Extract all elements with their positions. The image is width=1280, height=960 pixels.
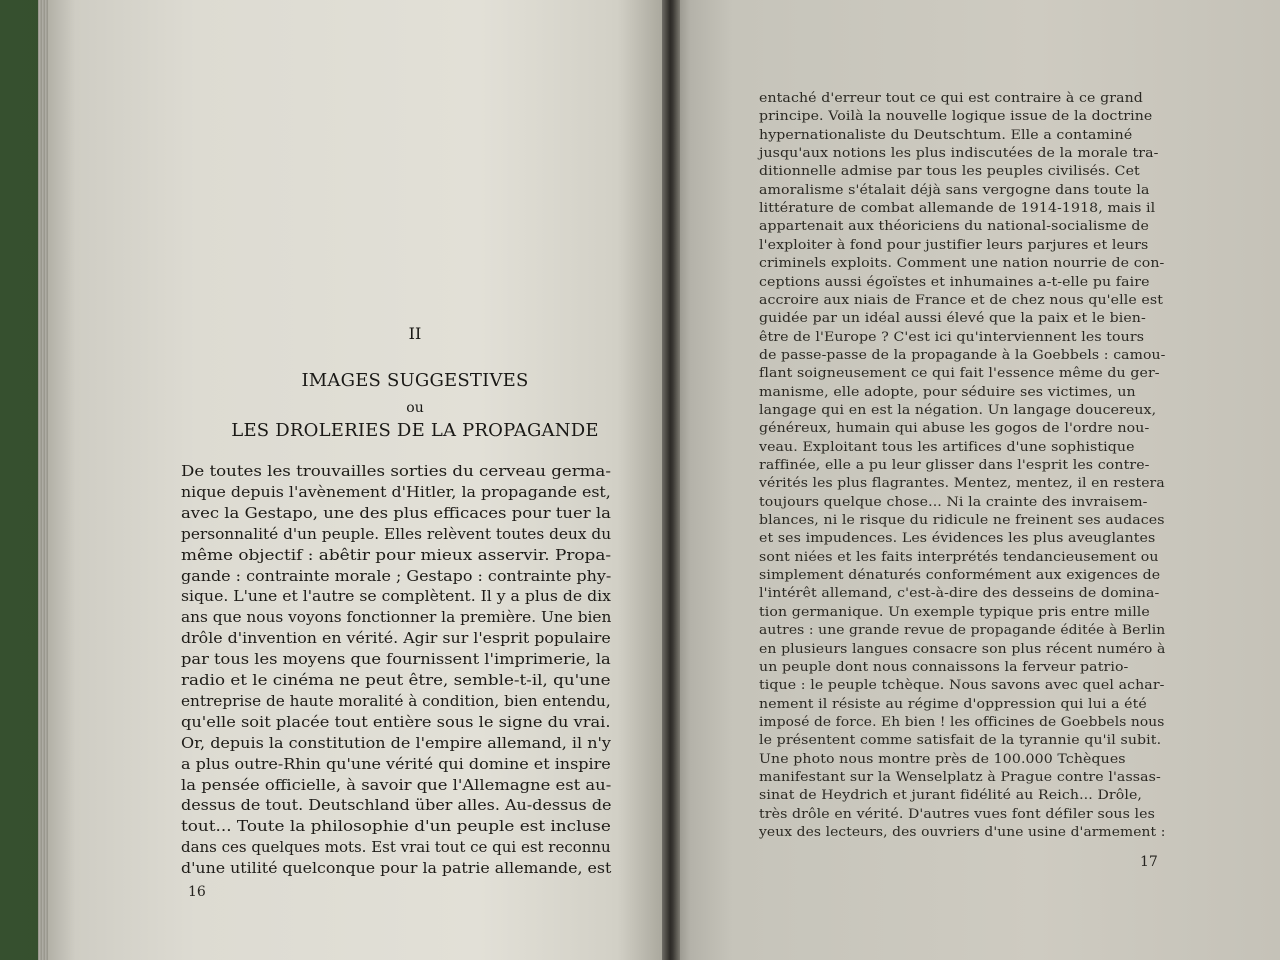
text-line: De toutes les trouvailles sorties du cerveau germa- — [181, 462, 611, 480]
text-line: tion germanique. Un exemple typique pris entre mille — [759, 603, 1150, 619]
text-line: criminels exploits. Comment une nation nourrie de con- — [759, 255, 1165, 271]
text-line: l'intérêt allemand, c'est-à-dire des desseins de domina- — [759, 585, 1160, 601]
text-line: veau. Exploitant tous les artifices d'une sophistique — [759, 438, 1135, 454]
text-line: drôle d'invention en vérité. Agir sur l'esprit populaire — [181, 629, 611, 648]
text-line: qu'elle soit placée tout entière sous le signe du vrai. — [181, 712, 611, 731]
text-line: généreux, humain qui abuse les gogos de l'ordre nou- — [759, 420, 1150, 436]
chapter-title-conjunction: ou — [406, 400, 424, 416]
text-line: tout... Toute la philosophie d'un peuple est incluse — [181, 817, 611, 836]
text-line: même objectif : abêtir pour mieux asservir. Propa- — [181, 545, 612, 564]
text-line: hypernationaliste du Deutschtum. Elle a contaminé — [759, 126, 1133, 142]
text-line: ceptions aussi égoïstes et inhumaines a-t-elle pu faire — [759, 273, 1150, 289]
text-line: la pensée officielle, à savoir que l'Allemagne est au- — [181, 775, 612, 794]
text-line: jusqu'aux notions les plus indiscutées de la morale tra- — [759, 145, 1159, 161]
text-line: vérités les plus flagrantes. Mentez, mentez, il en restera — [759, 475, 1165, 491]
text-line: manifestant sur la Wenselplatz à Prague contre l'assas- — [759, 768, 1161, 784]
text-line: tique : le peuple tchèque. Nous savons avec quel achar- — [759, 677, 1165, 693]
text-line: toujours quelque chose... Ni la crainte des invraisem- — [759, 493, 1148, 509]
text-line: yeux des lecteurs, des ouvriers d'une usine d'armement : — [759, 824, 1166, 839]
text-line: sinat de Heydrich et jurant fidélité au Reich... Drôle, — [759, 787, 1143, 803]
text-line: gande : contrainte morale ; Gestapo : contrainte phy- — [181, 566, 612, 585]
book-gutter — [662, 0, 680, 960]
text-line: ans que nous voyons fonctionner la première. Une bien — [181, 608, 612, 627]
text-line: guidée par un idéal aussi élevé que la paix et le bien- — [759, 310, 1146, 326]
text-line: dans ces quelques mots. Est vrai tout ce qui est reconnu — [181, 838, 611, 857]
text-line: par tous les moyens que fournissent l'imprimerie, la — [181, 650, 611, 669]
text-line: ditionnelle admise par tous les peuples civilisés. Cet — [759, 163, 1140, 179]
text-line: un peuple dont nous connaissons la ferveur patrio- — [759, 658, 1129, 674]
text-line: amoralisme s'étalait déjà sans vergogne dans toute la — [759, 181, 1150, 197]
text-line: et ses impudences. Les évidences les plus aveuglantes — [759, 530, 1156, 546]
text-line: radio et le cinéma ne peut être, semble-t-il, qu'une — [181, 671, 611, 689]
page-number-left: 16 — [188, 884, 206, 900]
text-line: être de l'Europe ? C'est ici qu'interviennent les tours — [759, 328, 1145, 344]
text-line: nique depuis l'avènement d'Hitler, la propagande est, — [181, 482, 611, 501]
text-line: autres : une grande revue de propagande éditée à Berlin — [759, 622, 1166, 638]
chapter-title-line-1: IMAGES SUGGESTIVES — [301, 370, 529, 391]
page-number-right: 17 — [1140, 854, 1158, 870]
text-line: Or, depuis la constitution de l'empire allemand, il n'y — [181, 733, 611, 752]
text-line: sique. L'une et l'autre se complètent. Il y a plus de dix — [181, 587, 611, 606]
text-line: d'une utilité quelconque pour la patrie allemande, est — [181, 859, 612, 878]
text-line: en plusieurs langues consacre son plus récent numéro à — [759, 640, 1166, 656]
text-line: a plus outre-Rhin qu'une vérité qui domine et inspire — [181, 754, 611, 773]
text-line: imposé de force. Eh bien ! les officines de Goebbels nous — [759, 713, 1165, 729]
text-line: accroire aux niais de France et de chez nous qu'elle est — [759, 291, 1164, 307]
text-line: de passe-passe de la propagande à la Goebbels : camou- — [759, 346, 1166, 362]
text-line: avec la Gestapo, une des plus efficaces pour tuer la — [181, 503, 611, 522]
text-line: blances, ni le risque du ridicule ne freinent ses audaces — [759, 512, 1165, 528]
text-line: langage qui en est la négation. Un langage doucereux, — [759, 401, 1157, 417]
text-line: Une photo nous montre près de 100.000 Tchèques — [759, 750, 1126, 766]
text-line: littérature de combat allemande de 1914-1918, mais il — [759, 200, 1156, 216]
left-page — [38, 0, 668, 960]
text-line: l'exploiter à fond pour justifier leurs parjures et leurs — [759, 236, 1149, 252]
text-line: entreprise de haute moralité à condition, bien entendu, — [181, 691, 611, 710]
text-line: simplement dénaturés conformément aux exigences de — [759, 567, 1161, 583]
text-line: dessus de tout. Deutschland über alles. Au-dessus de — [181, 796, 612, 815]
text-line: très drôle en vérité. D'autres vues font défiler sous les — [759, 805, 1156, 821]
text-line: raffinée, elle a pu leur glisser dans l'esprit les contre- — [759, 457, 1150, 472]
text-line: personnalité d'un peuple. Elles relèvent toutes deux du — [181, 524, 612, 543]
text-line: manisme, elle adopte, pour séduire ses victimes, un — [759, 383, 1136, 399]
chapter-title-line-2: LES DROLERIES DE LA PROPAGANDE — [231, 420, 599, 441]
text-line: nement il résiste au régime d'oppression qui lui a été — [759, 695, 1147, 711]
text-line: le présentent comme satisfait de la tyrannie qu'il subit. — [759, 732, 1162, 748]
text-line: principe. Voilà la nouvelle logique issue de la doctrine — [759, 108, 1153, 124]
chapter-number: II — [408, 324, 422, 343]
text-line: sont niées et les faits interprétés tendancieusement ou — [759, 548, 1159, 564]
text-line: flant soigneusement ce qui fait l'essence même du ger- — [759, 365, 1160, 381]
text-line: appartenait aux théoriciens du national-socialisme de — [759, 218, 1150, 234]
text-line: entaché d'erreur tout ce qui est contraire à ce grand — [759, 90, 1143, 105]
